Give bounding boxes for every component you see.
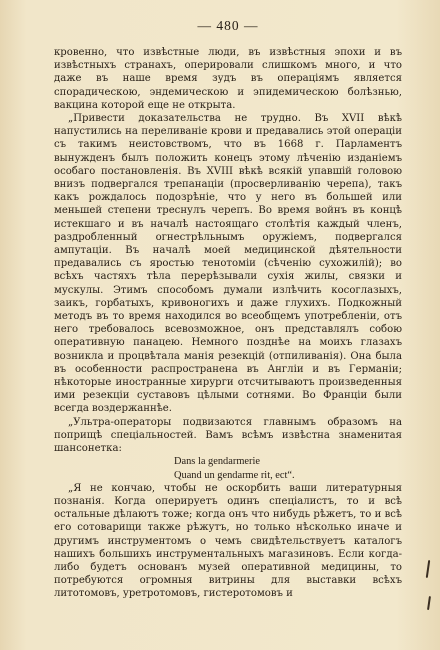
verse-block: [174, 455, 402, 481]
verse-line-2: Quand un gendarme rit, ect“.: [174, 469, 295, 481]
margin-pencil-mark: [426, 560, 430, 578]
paragraph-3: „Ультра-операторы подвизаются главнымъ образомъ на поприщѣ спеціальностей. Вамъ всѣмъ извѣстна знаменитая шансонетка:: [54, 416, 402, 455]
paragraph-1: кровенно, что извѣстные люди, въ извѣстныя эпохи и въ извѣстныхъ странахъ, оперировали слишкомъ много, и что даже въ наше время зудъ въ операціямъ является спорадическою, эндемическою и эпидемическою болѣзнью, вакцина которой еще не открыта.: [54, 47, 402, 111]
verse-line-1: Dans la gendarmerie: [174, 456, 260, 468]
paragraph-2: „Привести доказательства не трудно. Въ XVII вѣкѣ напустились на переливаніе крови и предавались этой операціи съ такимъ неистовствомъ, что въ 1668 г. Парламентъ вынужденъ былъ положить конецъ этому лѣченію изданіемъ особаго постановленія. Въ XVIII вѣкѣ всякій упавшій головою внизъ подвергался трепанаціи (просверливанію черепа), такъ какъ рождалось подозрѣніе, что у него въ большей или меньшей степени треснулъ черепъ. Во время войнъ въ концѣ истекшаго и въ началѣ настоящаго столѣтія каждый членъ, раздробленный огнестрѣльнымъ оружіемъ, подвергался ампутаціи. Въ началѣ моей медицинской дѣятельности предавались съ яростью тенотоміи (сѣченію сухожилій); во всѣхъ частяхъ тѣла перерѣзывали сухія жилы, связки и мускулы. Этимъ способомъ думали излѣчить косоглазыхъ, заикъ, горбатыхъ, кривоногихъ и даже глухихъ. Подкожный методъ въ то время находился во всеобщемъ употребленіи, отъ него требовалось всевозможное, онъ представлялъ собою оперативную панацею. Немного позднѣе на моихъ глазахъ возникла и процвѣтала манія резекцій (отпиливанія). Она была въ особенности распространена въ Англіи и въ Германіи; нѣкоторые иностранные хирурги отсчитываютъ произведенныя ими резекціи суставовъ цѣлыми сотнями. Во Франціи были всегда воздержаннѣе.: [54, 113, 402, 415]
page-number: — 480 —: [197, 18, 259, 33]
margin-pencil-mark-small: [427, 596, 430, 610]
paragraph-4: „Я не кончаю, чтобы не оскорбить ваши литературныя познанія. Когда оперируетъ одинъ спеціалистъ, то и всѣ остальные дѣлаютъ тоже; когда онъ что нибудь рѣжетъ, то и всѣ его сотоварищи также рѣжутъ, но только нѣсколько иначе и другимъ инструментомъ о чемъ свидѣтельствуетъ каталогъ нашихъ большихъ инструментальныхъ магазиновъ. Если когда-либо будетъ основанъ музей оперативной медицины, то потребуются огромныя витрины для выставки всѣхъ литотомовъ, уретротомовъ, гистеротомовъ и: [54, 482, 402, 600]
